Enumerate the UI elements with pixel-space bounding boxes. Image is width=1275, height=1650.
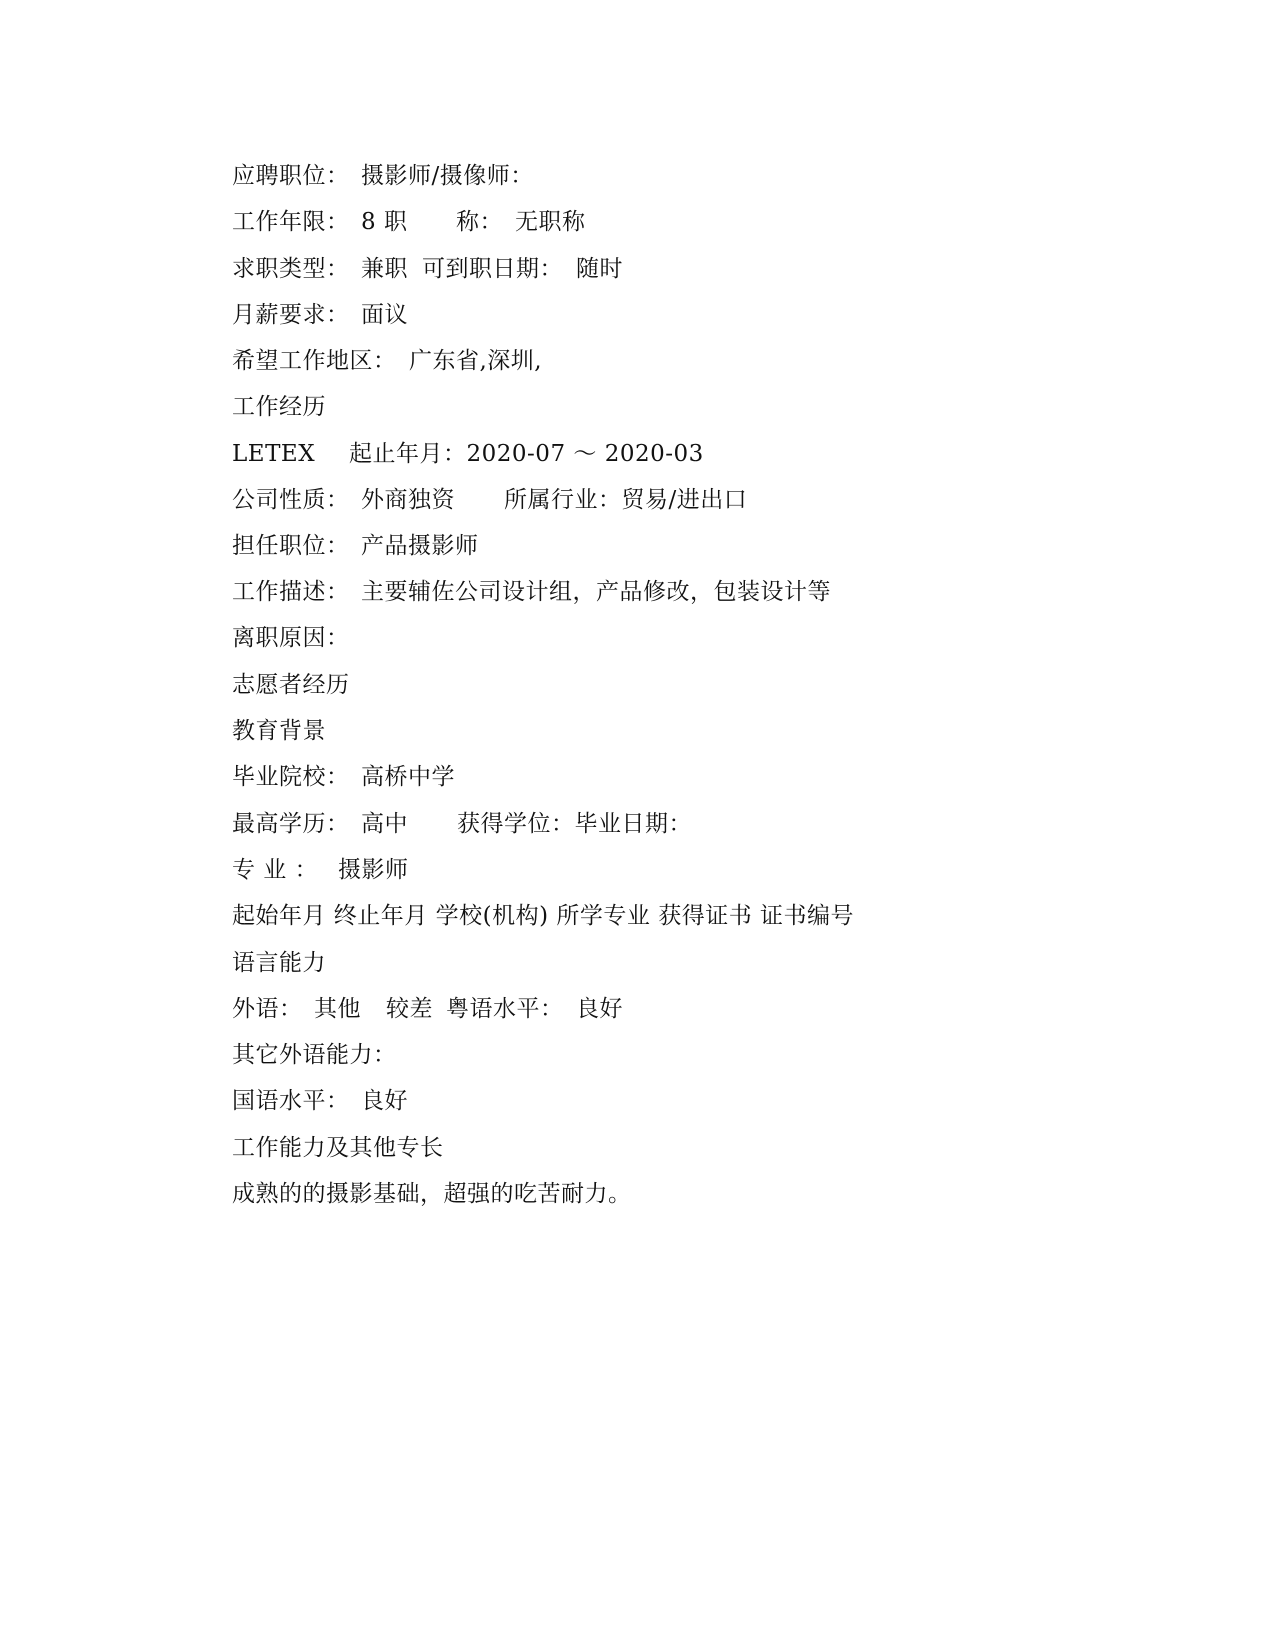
position-value: 摄影师/摄像师：	[361, 163, 534, 189]
degree-value: 高中	[361, 811, 408, 837]
degree-label: 最高学历：	[232, 811, 350, 837]
degree-extra: 获得学位：毕业日期：	[457, 811, 692, 837]
skills-row	[232, 1179, 632, 1269]
mandarin-value: 良好	[361, 1088, 408, 1114]
position-label: 应聘职位：	[232, 163, 350, 189]
school-label: 毕业院校：	[232, 764, 350, 790]
role-value: 产品摄影师	[361, 533, 479, 559]
start-date-label: 可到职日期：	[422, 256, 563, 282]
description-value: 主要辅佐公司设计组，产品修改，包装设计等	[361, 579, 831, 605]
leave-reason-label: 离职原因：	[232, 625, 350, 651]
job-type-label: 求职类型：	[232, 256, 350, 282]
job-type-value: 兼职	[361, 256, 408, 282]
major-value: 摄影师	[338, 857, 409, 883]
major-label: 专 业 ：	[232, 857, 319, 883]
foreign-value: 其他	[314, 996, 361, 1022]
foreign-label: 外语：	[232, 996, 303, 1022]
other-foreign-label: 其它外语能力：	[232, 1042, 397, 1068]
role-label: 担任职位：	[232, 533, 350, 559]
company-type-value: 外商独资	[361, 487, 455, 513]
volunteer-heading-text: 志愿者经历	[232, 672, 350, 698]
skills-text: 成熟的的摄影基础，超强的吃苦耐力。	[232, 1181, 632, 1207]
cantonese-value: 良好	[576, 996, 623, 1022]
company-type-label: 公司性质：	[232, 487, 350, 513]
start-date-value: 随时	[576, 256, 623, 282]
mandarin-label: 国语水平：	[232, 1088, 350, 1114]
company-name: LETEX	[232, 441, 316, 467]
work-heading-text: 工作经历	[232, 394, 326, 420]
industry-text: 所属行业：贸易/进出口	[504, 487, 748, 513]
education-heading-text: 教育背景	[232, 718, 326, 744]
company-period: 起止年月：2020-07 ～ 2020-03	[349, 441, 704, 467]
school-value: 高桥中学	[361, 764, 455, 790]
skills-heading-text: 工作能力及其他专长	[232, 1135, 444, 1161]
description-label: 工作描述：	[232, 579, 350, 605]
salary-value: 面议	[361, 302, 408, 328]
years-value: 8 职	[361, 209, 408, 235]
language-heading-text: 语言能力	[232, 950, 326, 976]
salary-label: 月薪要求：	[232, 302, 350, 328]
foreign-level: 较差	[386, 996, 433, 1022]
years-label: 工作年限：	[232, 209, 350, 235]
location-value: 广东省,深圳,	[409, 348, 543, 374]
training-header: 起始年月 终止年月 学校(机构) 所学专业 获得证书 证书编号	[232, 903, 855, 929]
location-label: 希望工作地区：	[232, 348, 397, 374]
title-value: 无职称	[515, 209, 586, 235]
title-label: 称：	[456, 209, 503, 235]
cantonese-label: 粤语水平：	[446, 996, 564, 1022]
